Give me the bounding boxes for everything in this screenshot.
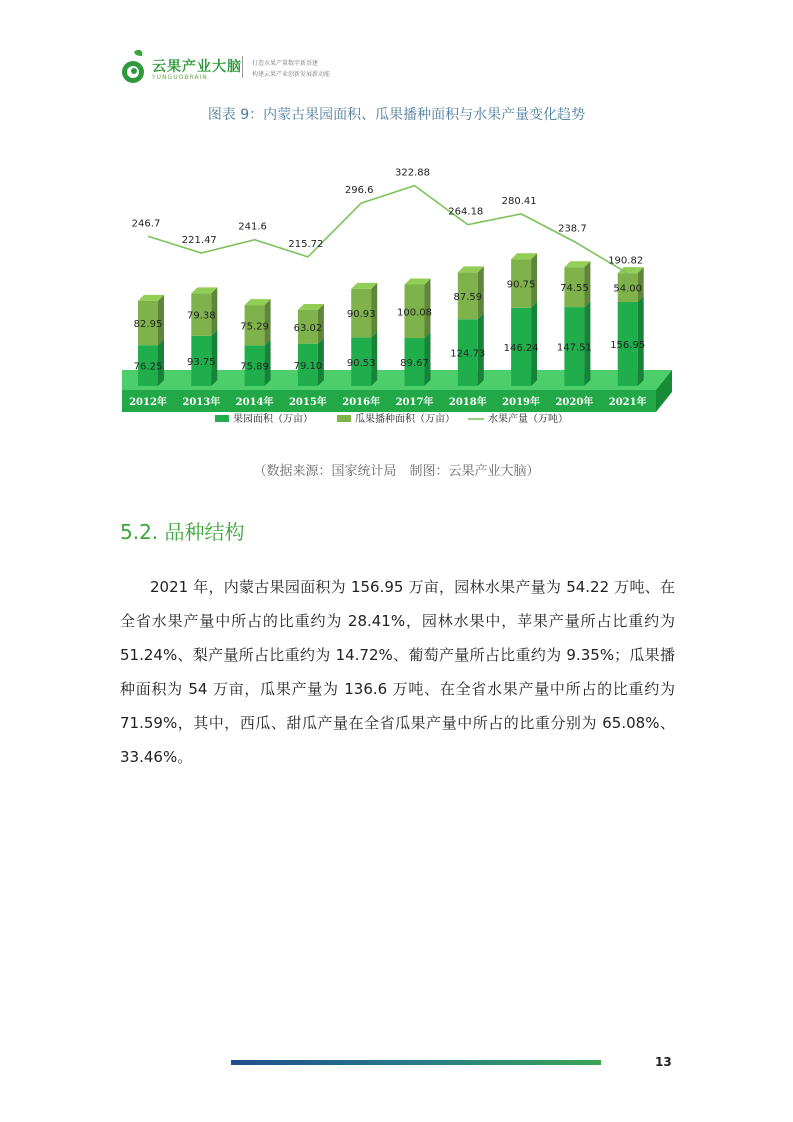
combo-chart xyxy=(0,140,793,440)
label-output-9: 190.82 xyxy=(608,255,644,267)
label-orchard-8: 147.51 xyxy=(556,342,592,354)
label-sowing-5: 100.08 xyxy=(397,307,432,319)
label-output-7: 280.41 xyxy=(501,195,537,207)
label-sowing-9: 54.00 xyxy=(613,283,643,295)
chart-title: 图表 9：内蒙古果园面积、瓜果播种面积与水果产量变化趋势 xyxy=(207,107,586,123)
label-output-5: 322.88 xyxy=(395,167,430,179)
section-title: 5.2. 品种结构 xyxy=(120,520,245,544)
legend-swatch-sowing xyxy=(337,415,351,422)
label-output-8: 238.7 xyxy=(558,223,587,235)
label-output-1: 221.47 xyxy=(181,235,217,247)
label-output-6: 264.18 xyxy=(448,206,484,218)
label-orchard-4: 90.53 xyxy=(346,357,376,369)
category-label-2: 2014年 xyxy=(235,397,274,408)
category-label-6: 2018年 xyxy=(448,397,487,408)
category-label-5: 2017年 xyxy=(395,397,434,408)
label-output-4: 296.6 xyxy=(344,185,374,197)
label-orchard-1: 93.75 xyxy=(186,356,216,368)
legend-label-orchard: 果园面积（万亩） xyxy=(233,414,313,425)
label-output-3: 215.72 xyxy=(288,238,324,250)
category-label-4: 2016年 xyxy=(342,397,381,408)
label-output-0: 246.7 xyxy=(131,218,161,230)
label-orchard-0: 76.25 xyxy=(133,361,163,373)
slogan-line-1: 打造水果产量数字新基建 xyxy=(252,60,319,67)
label-orchard-5: 89.67 xyxy=(400,358,429,370)
yunguo-logo-icon xyxy=(120,48,150,88)
label-sowing-6: 87.59 xyxy=(453,291,483,303)
line-output xyxy=(148,186,628,274)
brand-english: YUNGUOBRAIN xyxy=(152,74,208,81)
label-sowing-4: 90.93 xyxy=(346,309,376,321)
slogan-line-2: 构建云果产业创新发展新动能 xyxy=(252,71,331,78)
label-orchard-7: 146.24 xyxy=(503,342,539,354)
brand-name: 云果产业大脑 xyxy=(152,59,242,75)
footer-bar xyxy=(231,1060,601,1065)
label-sowing-3: 63.02 xyxy=(293,322,323,334)
label-sowing-0: 82.95 xyxy=(133,319,163,331)
label-orchard-9: 156.95 xyxy=(610,340,646,352)
label-output-2: 241.6 xyxy=(238,221,267,233)
category-label-7: 2019年 xyxy=(502,397,541,408)
legend-label-output: 水果产量（万吨） xyxy=(488,414,568,425)
label-sowing-8: 74.55 xyxy=(560,283,589,295)
label-sowing-1: 79.38 xyxy=(186,310,216,322)
legend-label-sowing: 瓜果播种面积（万亩） xyxy=(355,414,455,425)
page-header xyxy=(120,48,520,88)
category-label-9: 2021年 xyxy=(608,397,647,408)
category-label-3: 2015年 xyxy=(288,397,327,408)
body-paragraph: 2021 年，内蒙古果园面积为 156.95 万亩，园林水果产量为 54.22 万吨、在全省水果产量中所占的比重约为 28.41%，园林水果中，苹果产量所占比重约为 51.24%、梨产量所占比重约为 14.72%、葡萄产量所占比重约为 9.35%；瓜果播种面积为 54 万亩，瓜果产量为 136.6 万吨、在全省水果产量中所占的比重约为 71.59%，其中，西瓜、甜瓜产量在全省瓜果产量中所占的比重分别为 65.08%、33.46%。 xyxy=(120,578,675,766)
header-divider xyxy=(242,56,243,78)
label-sowing-7: 90.75 xyxy=(506,279,536,291)
legend-swatch-orchard xyxy=(215,415,229,422)
category-label-1: 2013年 xyxy=(182,397,221,408)
label-sowing-2: 75.29 xyxy=(240,321,269,333)
label-orchard-6: 124.73 xyxy=(450,348,486,360)
label-orchard-3: 79.10 xyxy=(293,360,323,372)
label-orchard-2: 75.89 xyxy=(240,361,269,373)
category-label-0: 2012年 xyxy=(129,397,167,408)
page-number: 13 xyxy=(655,1055,672,1069)
data-source-note: （数据来源：国家统计局 制图：云果产业大脑） xyxy=(253,464,540,479)
category-label-8: 2020年 xyxy=(555,397,594,408)
